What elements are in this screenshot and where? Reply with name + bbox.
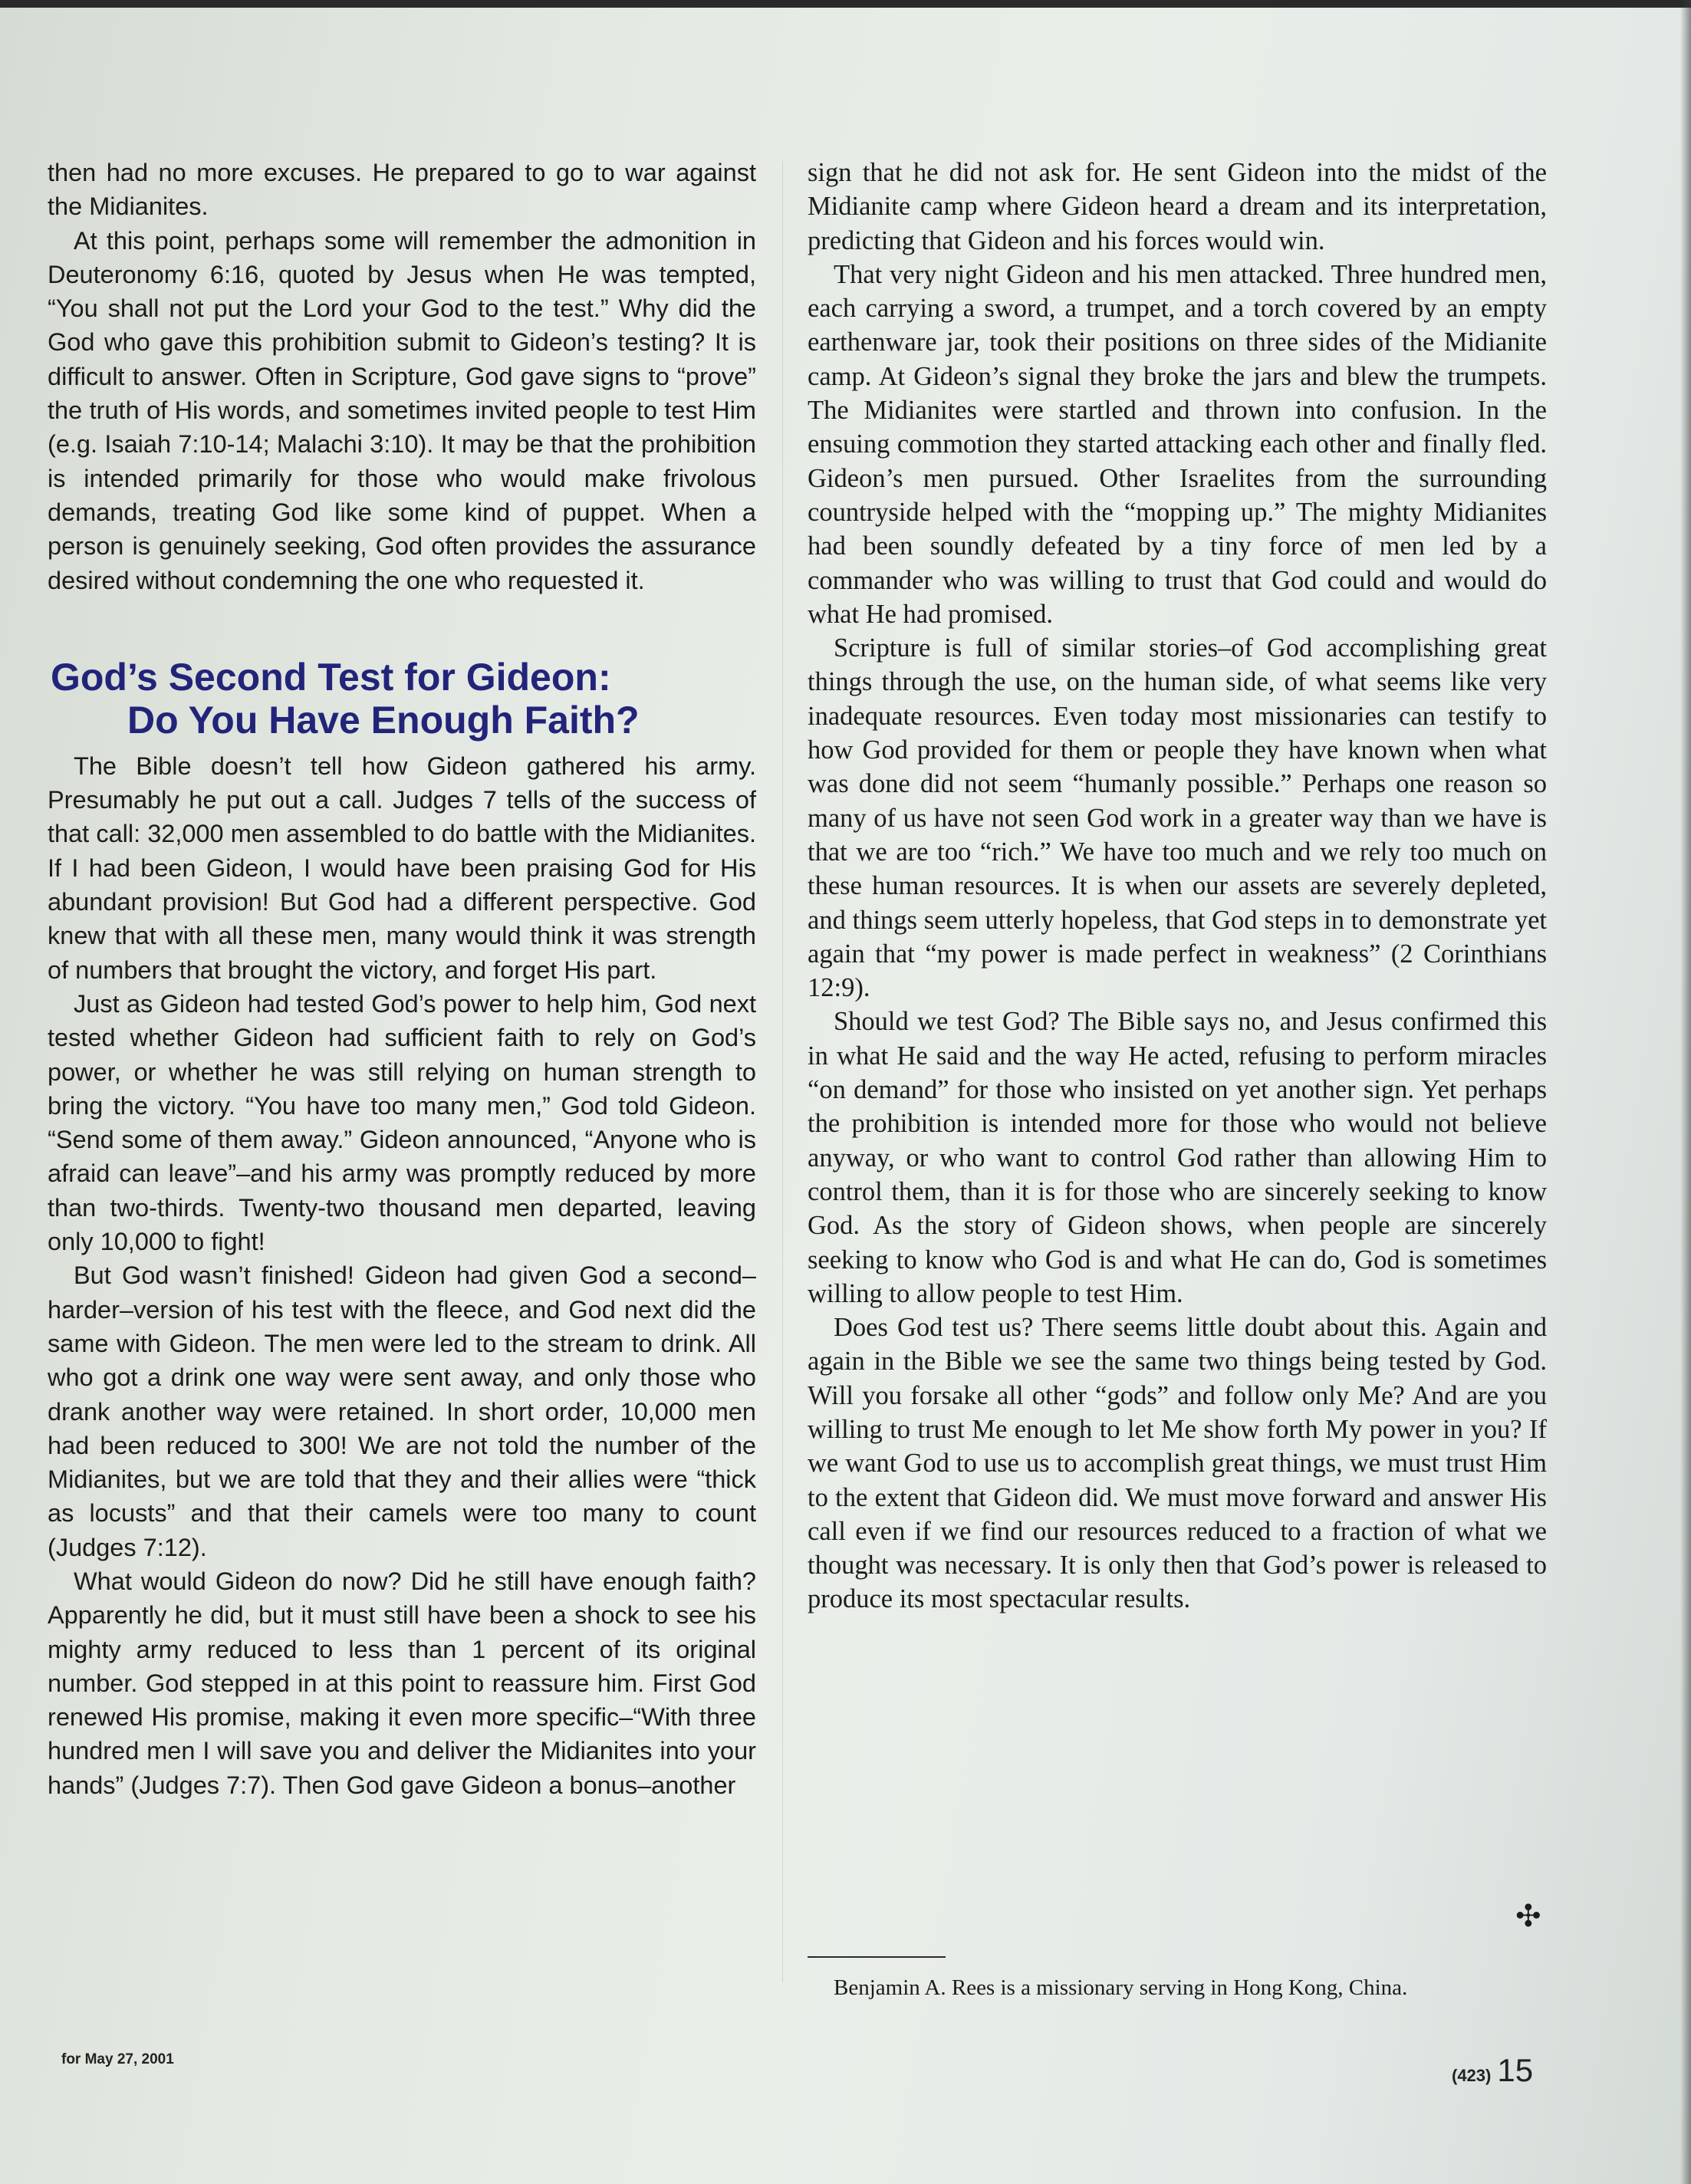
body-paragraph: The Bible doesn’t tell how Gideon gathered his army. Presumably he put out a call. Judges 7 tells of the success of that call: 32,000 men assembled to do battle with the Midianites. If I had been Gideon, I would have been praising God for His abundant provision! But God had a different perspective. God knew that with all these men, many would think it was strength of numbers that brought the victory, and forget His part.	[48, 752, 756, 984]
running-number: (423)	[1452, 2066, 1492, 2085]
body-paragraph: then had no more excuses. He prepared to go to war against the Midianites.	[48, 159, 756, 221]
issue-date: for May 27, 2001	[61, 2051, 174, 2067]
body-paragraph: Scripture is full of similar stories–of God accomplishing great things through the use, on the human side, of what seems like very inadequate resources. Even today most missionaries can testify to how God provided for them or people they have known when what was done did not seem “humanly possible.” Perhaps one reason so many of us have not seen God work in a greater way than we have is that we are too “rich.” We have too much and we rely too much on these human resources. It is when our assets are severely depleted, and things seem utterly hopeless, that God steps in to demonstrate yet again that “my power is made perfect in weakness” (2 Corinthians 12:9).	[808, 633, 1547, 1003]
page-number: 15	[1497, 2052, 1534, 2088]
bio-separator-rule	[808, 1956, 946, 1958]
right-column	[808, 156, 1547, 1617]
body-paragraph: What would Gideon do now? Did he still have enough faith? Apparently he did, but it must still have been a shock to see his mighty army reduced to less than 1 percent of its original number. God stepped in at this point to reassure him. First God renewed His promise, making it even more specific–“With three hundred men I will save you and deliver the Midianites into your hands” (Judges 7:7). Then God gave Gideon a bonus–another	[48, 1567, 756, 1799]
body-paragraph: But God wasn’t finished! Gideon had given God a second–harder–version of his test with the fleece, and God next did the same with Gideon. The men were led to the stream to drink. All who got a drink one way were sent away, and only those who drank another way were retained. In short order, 10,000 men had been reduced to 300! We are not told the number of the Midianites, but we are told that they and their allies were “thick as locusts” and that their camels were too many to count (Judges 7:12).	[48, 1261, 756, 1561]
right-edge-shadow	[1680, 0, 1691, 2184]
author-bio: Benjamin A. Rees is a missionary serving in Hong Kong, China.	[834, 1975, 1408, 2000]
end-of-article-icon: ✣	[1515, 1899, 1541, 1934]
body-paragraph: That very night Gideon and his men attacked. Three hundred men, each carrying a sword, a trumpet, and a torch covered by an empty earthenware jar, took their positions on three sides of the Midianite camp. At Gideon’s signal they broke the jars and blew the trumpets. The Midianites were startled and thrown into confusion. In the ensuing commotion they started attacking each other and finally fled. Gideon’s men pursued. Other Israelites from the surrounding countryside helped with the “mopping up.” The mighty Midianites had been soundly defeated by a tiny force of men led by a commander who was willing to trust that God could and would do what He had promised.	[808, 259, 1547, 629]
body-paragraph: Just as Gideon had tested God’s power to help him, God next tested whether Gideon had sufficient faith to rely on God’s power, or whether he was still relying on human strength to bring the victory. “You have too many men,” God told Gideon. “Send some of them away.” Gideon announced, “Anyone who is afraid can leave”–and his army was promptly reduced by more than two-thirds. Twenty-two thousand men departed, leaving only 10,000 to fight!	[48, 989, 756, 1256]
body-paragraph: Does God test us? There seems little doubt about this. Again and again in the Bible we see the same two things being tested by God. Will you forsake all other “gods” and follow only Me? And are you willing to trust Me enough to let Me show forth My power in you? If we want God to use us to accomplish great things, we must trust Him to the extent that Gideon did. We must move forward and answer His call even if we find our resources reduced to a fraction of what we thought was necessary. It is only then that God’s power is released to produce its most spectacular results.	[808, 1313, 1547, 1614]
section-heading-line1: God’s Second Test for Gideon:	[51, 655, 611, 699]
column-gutter	[782, 161, 783, 1982]
body-paragraph: At this point, perhaps some will remember the admonition in Deuteronomy 6:16, quoted by Jesus when He was tempted, “You shall not put the Lord your God to the test.” Why did the God who gave this prohibition submit to Gideon’s testing? It is difficult to answer. Often in Scripture, God gave signs to “prove” the truth of His words, and sometimes invited people to test Him (e.g. Isaiah 7:10-14; Malachi 3:10). It may be that the prohibition is intended primarily for those who would make frivolous demands, treating God like some kind of puppet. When a person is genuinely seeking, God often provides the assurance desired without condemning the one who requested it.	[48, 226, 756, 594]
section-heading-line2: Do You Have Enough Faith?	[127, 698, 640, 742]
body-paragraph: sign that he did not ask for. He sent Gideon into the midst of the Midianite camp where Gideon heard a dream and its interpretation, predicting that Gideon and his forces would win.	[808, 158, 1547, 255]
section-heading	[51, 656, 756, 742]
left-column	[48, 156, 756, 1802]
page-folio	[1452, 2052, 1533, 2089]
top-edge-shadow	[0, 0, 1691, 8]
body-paragraph: Should we test God? The Bible says no, and Jesus confirmed this in what He said and the way He acted, refusing to perform miracles “on demand” for those who insisted on yet another sign. Yet perhaps the prohibition is intended more for those who would not believe anyway, or who want to control God rather than allowing Him to control them, than it is for those who are sincerely seeking to know God. As the story of Gideon shows, when people are sincerely seeking to know who God is and what He can do, God is sometimes willing to allow people to test Him.	[808, 1007, 1547, 1308]
